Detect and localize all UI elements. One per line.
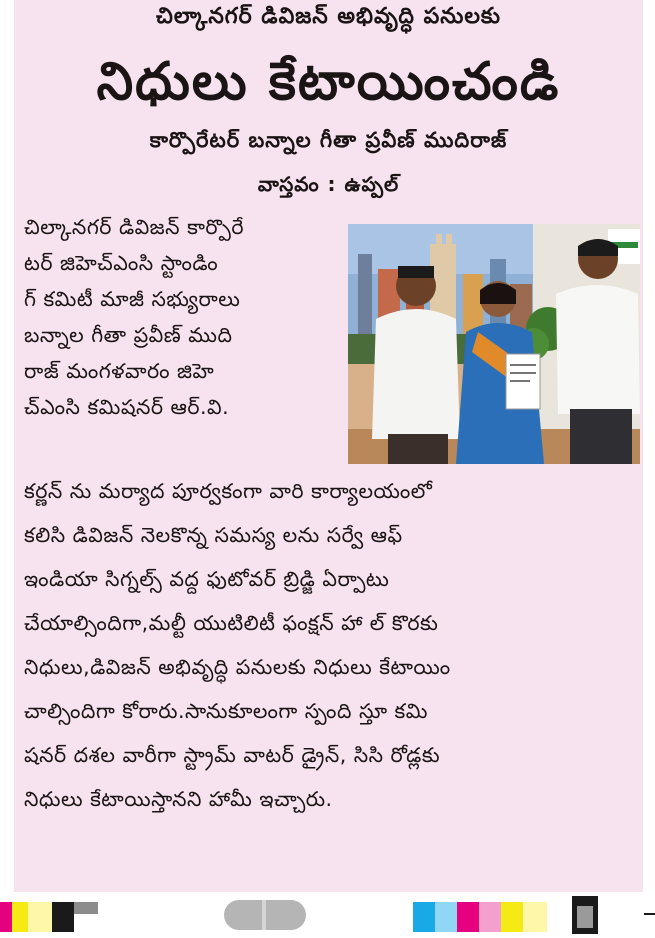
body-line: ఇండియా సిగ్నల్స్ వద్ద ఫుటోవర్ బ్రిడ్జి ఏర్పాటు: [24, 567, 390, 591]
body-line: చాల్సిందిగా కోరారు.సానుకూలంగా స్పంది స్తూ కమి: [24, 699, 428, 723]
body-line: చ్ఎంసి కమిషనర్ ఆర్.వి.: [24, 395, 230, 419]
body-line: నిధులు,డివిజన్ అభివృద్ధి పనులకు నిధులు కేటాయిం: [24, 655, 451, 679]
color-swatch: [457, 902, 479, 932]
body-line: నిధులు కేటాయిస్తానని హామీ ఇచ్చారు.: [24, 787, 333, 811]
body-line: గ్ కమిటీ మాజీ సభ్యురాలు: [24, 287, 241, 311]
color-swatch: [12, 902, 28, 932]
body-line: షనర్ దశల వారీగా స్ట్రామ్ వాటర్ డ్రైన్, సిసి రోడ్లకు: [24, 743, 441, 767]
news-article: [14, 0, 643, 892]
body-line: రాజ్ మంగళవారం జిహె: [24, 359, 215, 383]
color-swatch: [479, 902, 501, 932]
color-swatch: [413, 902, 435, 932]
color-swatch: [577, 906, 593, 928]
body-line: బన్నాల గీతా ప్రవీణ్ ముది: [24, 323, 233, 347]
color-swatch: [74, 902, 98, 914]
registration-mark-line: [262, 900, 266, 930]
body-line: చేయాల్సిందిగా,మల్టీ యుటిలిటీ ఫంక్షన్ హా ల్ కొరకు: [24, 611, 439, 635]
article-headline: నిధులు కేటాయించండి: [96, 52, 561, 112]
color-swatch: [52, 902, 74, 932]
body-line: టర్ జిహెచ్ఎంసి స్టాండిం: [24, 251, 219, 275]
color-swatch: [28, 902, 52, 932]
article-dateline: వాస్తవం : ఉప్పల్: [257, 172, 400, 196]
color-swatch: [435, 902, 457, 932]
article-byline: కార్పొరేటర్ బన్నాల గీతా ప్రవీణ్ ముదిరాజ్: [149, 128, 508, 152]
crop-mark: [644, 913, 655, 915]
color-swatch: [523, 902, 547, 932]
color-swatch: [501, 902, 523, 932]
body-line: కలిసి డివిజన్ నెలకొన్న సమస్య లను సర్వే ఆఫ్: [24, 523, 403, 547]
color-swatch: [0, 902, 12, 932]
body-line: కర్ణన్ ను మర్యాద పూర్వకంగా వారి కార్యాలయంలో: [24, 479, 433, 503]
meeting-photo-illustration: [348, 224, 640, 464]
meeting-photo: [348, 224, 640, 464]
body-line: చిల్కానగర్ డివిజన్ కార్పొరే: [24, 215, 244, 239]
article-kicker: చిల్కానగర్ డివిజన్ అభివృద్ధి పనులకు: [155, 4, 502, 29]
